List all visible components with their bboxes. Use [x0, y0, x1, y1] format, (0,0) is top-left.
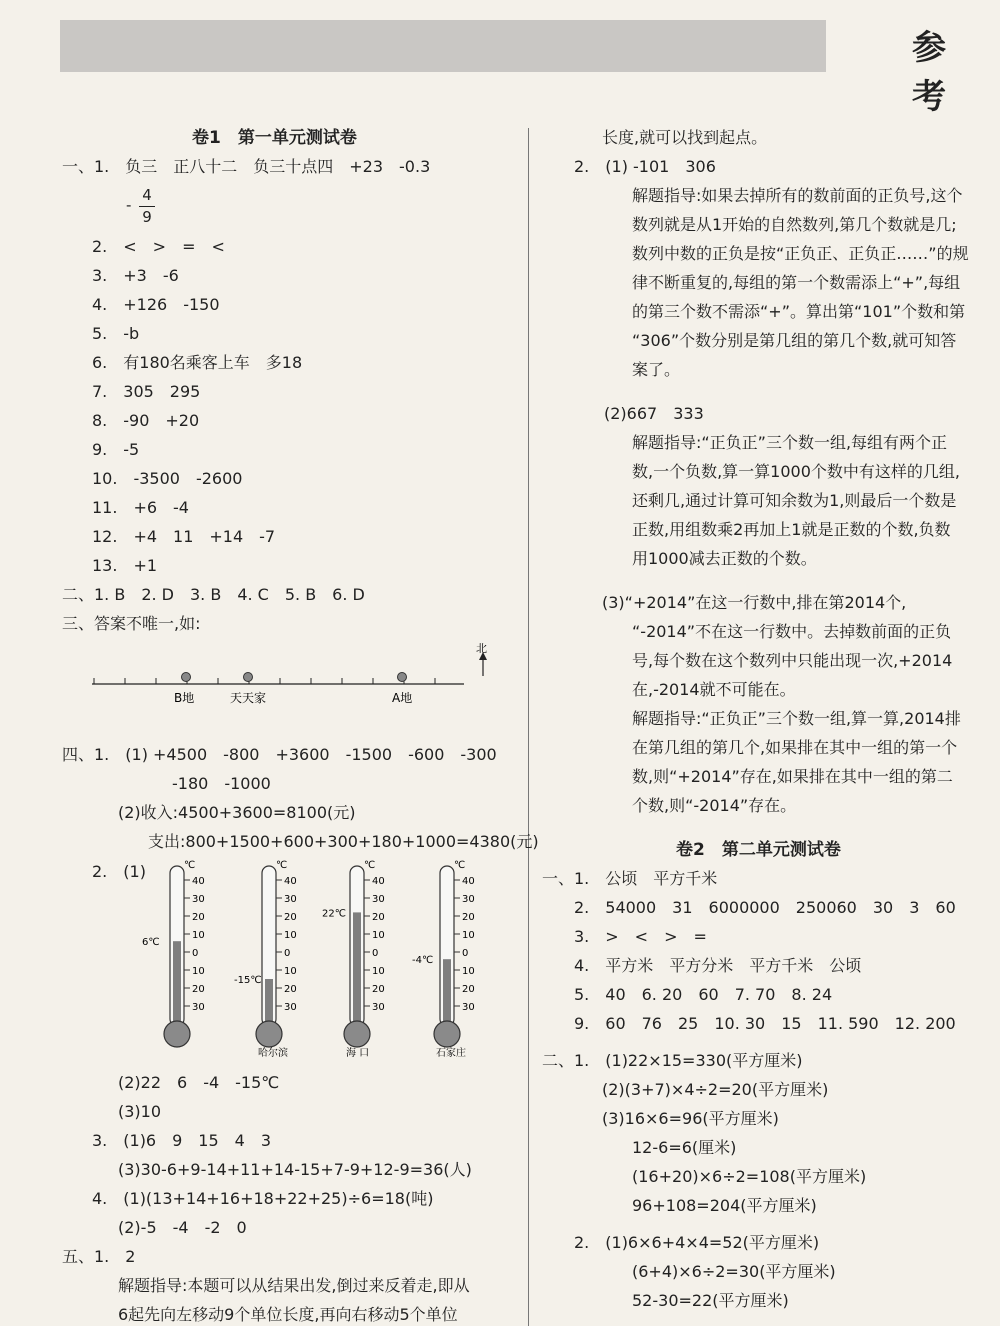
- answer-line: 的第三个数不需添“+”。算出第“101”个数和第: [632, 302, 966, 321]
- answer-line: “306”个数分别是第几组的第几个数,就可知答: [632, 331, 957, 350]
- answer-line: 9. -5: [92, 440, 140, 459]
- section-heading: 卷1 第一单元测试卷: [192, 128, 357, 148]
- thermometer: [412, 860, 475, 1058]
- answer-line: 解题指导:“正负正”三个数一组,每组有两个正: [632, 433, 948, 452]
- answer-line: 13. +1: [92, 556, 158, 575]
- number-line: [80, 640, 500, 710]
- answer-line: 长度,就可以找到起点。: [602, 128, 768, 147]
- answer-line: 6. 有180名乘客上车 多18: [92, 353, 303, 372]
- answer-line: 用1000减去正数的个数。: [632, 549, 817, 568]
- answer-line: (2)(3+7)×4÷2=20(平方厘米): [602, 1080, 829, 1099]
- thermometer-tick-label: 20: [462, 984, 475, 995]
- answer-line: 4. 平方米 平方分米 平方千米 公顷: [574, 956, 862, 975]
- answer-line: 二、1. B 2. D 3. B 4. C 5. B 6. D: [62, 585, 365, 604]
- answer-line: (3)30-6+9-14+11+14-15+7-9+12-9=36(人): [118, 1160, 472, 1179]
- thermometer-tick-label: 20: [192, 984, 205, 995]
- thermometer-tick-label: 10: [192, 966, 205, 977]
- answer-line: 3. > < > =: [574, 927, 707, 946]
- thermometer-reading: 6℃: [142, 937, 160, 949]
- thermometer: [322, 860, 385, 1058]
- thermometer-tick-label: 20: [462, 912, 475, 923]
- thermometer-city: 石家庄: [436, 1048, 466, 1058]
- answer-line: 数,一个负数,算一算1000个数中有这样的几组,: [632, 462, 960, 481]
- thermometer: [234, 860, 297, 1058]
- answer-line: 2. < > = <: [92, 237, 225, 256]
- answer-line: “-2014”不在这一行数中。去掉数前面的正负: [632, 622, 952, 641]
- thermometer-reading: -4℃: [412, 955, 434, 967]
- answer-line: 解题指导:“正负正”三个数一组,算一算,2014排: [632, 709, 961, 728]
- thermometer-reading: 22℃: [322, 908, 346, 920]
- answer-line: 在,-2014就不可能在。: [632, 680, 796, 699]
- answer-line: 案了。: [632, 360, 681, 379]
- answer-line: 号,每个数在这个数列中只能出现一次,+2014: [632, 651, 953, 670]
- answer-line: (3)10: [118, 1102, 162, 1121]
- thermometer-bulb: [164, 1021, 190, 1047]
- answer-line: (2)22 6 -4 -15℃: [118, 1073, 280, 1092]
- answer-line: 律不断重复的,每组的第一个数需添上“+”,每组: [632, 273, 961, 292]
- answer-line: 12. +4 11 +14 -7: [92, 527, 276, 546]
- thermometer-tick-label: 20: [372, 984, 385, 995]
- answer-line: 数列中数的正负是按“正负正、正负正……”的规: [632, 244, 969, 263]
- answer-line: 数列就是从1开始的自然数列,第几个数就是几;: [632, 215, 957, 234]
- answer-line: (3)16×6=96(平方厘米): [602, 1109, 779, 1128]
- thermometer-bulb: [434, 1021, 460, 1047]
- thermometer-tick-label: 30: [284, 1002, 297, 1013]
- thermometer-figure: [140, 858, 500, 1058]
- answer-line: 数,则“+2014”存在,如果排在其中一组的第二: [632, 767, 953, 786]
- thermometer-fill: [443, 959, 451, 1028]
- thermometer-tick-label: 30: [462, 1002, 475, 1013]
- fraction-numerator: 4: [142, 186, 152, 204]
- answer-line: 四、1. (1) +4500 -800 +3600 -1500 -600 -300: [62, 745, 497, 764]
- thermometer-tick-label: 20: [192, 912, 205, 923]
- thermometer-tick-label: 20: [284, 984, 297, 995]
- answer-line: 一、1. 公顷 平方千米: [542, 869, 718, 888]
- north-label: 北: [476, 642, 487, 655]
- thermometer-tick-label: 10: [284, 966, 297, 977]
- answer-line: 2. (1)6×6+4×4=52(平方厘米): [574, 1233, 820, 1252]
- answer-line: (2)-5 -4 -2 0: [118, 1218, 247, 1237]
- thermometer-tick-label: 30: [372, 894, 385, 905]
- thermometer-fill: [353, 912, 361, 1028]
- thermometer-tick-label: 10: [372, 966, 385, 977]
- label-tiantian-home: 天天家: [230, 691, 267, 705]
- answer-line: 3. (1)6 9 15 4 3: [92, 1131, 272, 1150]
- thermometer-tick-label: 0: [462, 948, 469, 959]
- thermometer-reading: -15℃: [234, 975, 262, 986]
- point-a: [398, 673, 407, 682]
- thermometer-tick-label: 10: [284, 930, 297, 941]
- answer-line: 3. +3 -6: [92, 266, 179, 285]
- answer-line: 2. 54000 31 6000000 250060 30 3 60: [574, 898, 956, 917]
- thermometer-fill: [173, 941, 181, 1028]
- answer-line: 解题指导:本题可以从结果出发,倒过来反着走,即从: [118, 1276, 470, 1295]
- label-b: B地: [174, 691, 195, 705]
- answer-line: 4. +126 -150: [92, 295, 220, 314]
- fraction-denominator: 9: [142, 208, 152, 226]
- thermometer-tick-label: 30: [192, 1002, 205, 1013]
- answer-line: 支出:800+1500+600+300+180+1000=4380(元): [148, 832, 539, 851]
- answer-line: 52-30=22(平方厘米): [632, 1291, 789, 1310]
- label-a: A地: [392, 691, 413, 705]
- thermometer-bulb: [256, 1021, 282, 1047]
- answer-line: (3)“+2014”在这一行数中,排在第2014个,: [602, 593, 907, 612]
- answer-line: (16+20)×6÷2=108(平方厘米): [632, 1167, 867, 1186]
- answer-line: -180 -1000: [172, 774, 271, 793]
- answer-line: 10. -3500 -2600: [92, 469, 243, 488]
- thermometer-tick-label: 0: [284, 948, 291, 959]
- thermometer-tick-label: 40: [372, 876, 385, 887]
- answer-line: (2)收入:4500+3600=8100(元): [118, 803, 356, 822]
- answer-line: 96+108=204(平方厘米): [632, 1196, 817, 1215]
- thermometer-tick-label: 20: [284, 912, 297, 923]
- answer-line: 五、1. 2: [62, 1247, 136, 1266]
- thermometer-city: 海 口: [346, 1048, 370, 1058]
- answer-line: 个数,则“-2014”存在。: [632, 796, 797, 815]
- column-divider: [528, 128, 529, 1326]
- thermometer-tick-label: 0: [192, 948, 199, 959]
- fraction-bar: [139, 206, 155, 207]
- page-title: 参 考: [912, 28, 956, 117]
- thermometer-tick-label: 40: [462, 876, 475, 887]
- answer-line: (2)667 333: [604, 404, 704, 423]
- section-heading: 卷2 第二单元测试卷: [676, 840, 841, 860]
- answer-line: 5. 40 6. 20 60 7. 70 8. 24: [574, 985, 833, 1004]
- fraction-sign: -: [126, 196, 132, 214]
- answer-line: 解题指导:如果去掉所有的数前面的正负号,这个: [632, 186, 963, 205]
- answer-line: 12-6=6(厘米): [632, 1138, 737, 1157]
- thermometer-tick-label: 10: [462, 966, 475, 977]
- answer-line: 9. 60 76 25 10. 30 15 11. 590 12. 200: [574, 1014, 956, 1033]
- answer-line: 8. -90 +20: [92, 411, 200, 430]
- thermometer-tick-label: 10: [192, 930, 205, 941]
- thermometer-unit: ℃: [184, 860, 196, 871]
- point-tiantian-home: [244, 673, 253, 682]
- header-bar: [60, 20, 826, 72]
- answer-line: 2. (1): [92, 862, 146, 881]
- thermometer-tick-label: 40: [192, 876, 205, 887]
- answer-line: 4. (1)(13+14+16+18+22+25)÷6=18(吨): [92, 1189, 434, 1208]
- thermometer-tick-label: 30: [462, 894, 475, 905]
- answer-line: 二、1. (1)22×15=330(平方厘米): [542, 1051, 803, 1070]
- thermometer-tick-label: 30: [372, 1002, 385, 1013]
- thermometer-unit: ℃: [454, 860, 466, 871]
- thermometer-tick-label: 30: [284, 894, 297, 905]
- answer-line: 5. -b: [92, 324, 140, 343]
- thermometer-city: 哈尔滨: [258, 1048, 288, 1058]
- answer-line: 7. 305 295: [92, 382, 201, 401]
- answer-line: (6+4)×6÷2=30(平方厘米): [632, 1262, 836, 1281]
- thermometer-unit: ℃: [276, 860, 288, 871]
- thermometer-tick-label: 10: [462, 930, 475, 941]
- answer-line: 一、1. 负三 正八十二 负三十点四 +23 -0.3: [62, 157, 431, 176]
- thermometer-tick-label: 40: [284, 876, 297, 887]
- answer-line: 正数,用组数乘2再加上1就是正数的个数,负数: [632, 520, 951, 539]
- answer-line: 6起先向左移动9个单位长度,再向右移动5个单位: [118, 1305, 458, 1324]
- thermometer-tick-label: 20: [372, 912, 385, 923]
- answer-line: 三、答案不唯一,如:: [62, 614, 201, 633]
- thermometer: [142, 860, 205, 1047]
- answer-line: 11. +6 -4: [92, 498, 189, 517]
- answer-line: 2. (1) -101 306: [574, 157, 716, 176]
- thermometer-tick-label: 0: [372, 948, 379, 959]
- thermometer-unit: ℃: [364, 860, 376, 871]
- thermometer-tick-label: 10: [372, 930, 385, 941]
- thermometer-bulb: [344, 1021, 370, 1047]
- thermometer-tick-label: 30: [192, 894, 205, 905]
- answer-line: 在第几组的第几个,如果排在其中一组的第一个: [632, 738, 958, 757]
- point-b: [182, 673, 191, 682]
- answer-line: 还剩几,通过计算可知余数为1,则最后一个数是: [632, 491, 957, 510]
